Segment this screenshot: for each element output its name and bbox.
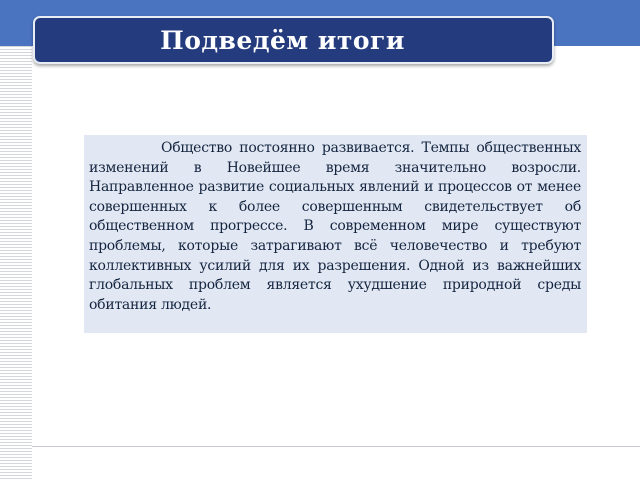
slide-title-bar	[33, 16, 554, 64]
summary-text-box	[84, 135, 587, 333]
footer-divider	[32, 446, 640, 447]
left-stripe-decoration	[0, 46, 32, 480]
slide-title: Подведём итоги	[160, 25, 405, 55]
summary-paragraph: Общество постоянно развивается. Темпы общественных изменений в Новейшее время значительно возросли. Направленное развитие социальных явлений и процессов от менее совершенных к более совершенным свидетельствует об общественном прогрессе. В современном мире существуют проблемы, которые затрагивают всё человечество и требуют коллективных усилий для их разрешения. Одной из важнейших глобальных проблем является ухудшение природной среды обитания людей.	[89, 140, 581, 313]
